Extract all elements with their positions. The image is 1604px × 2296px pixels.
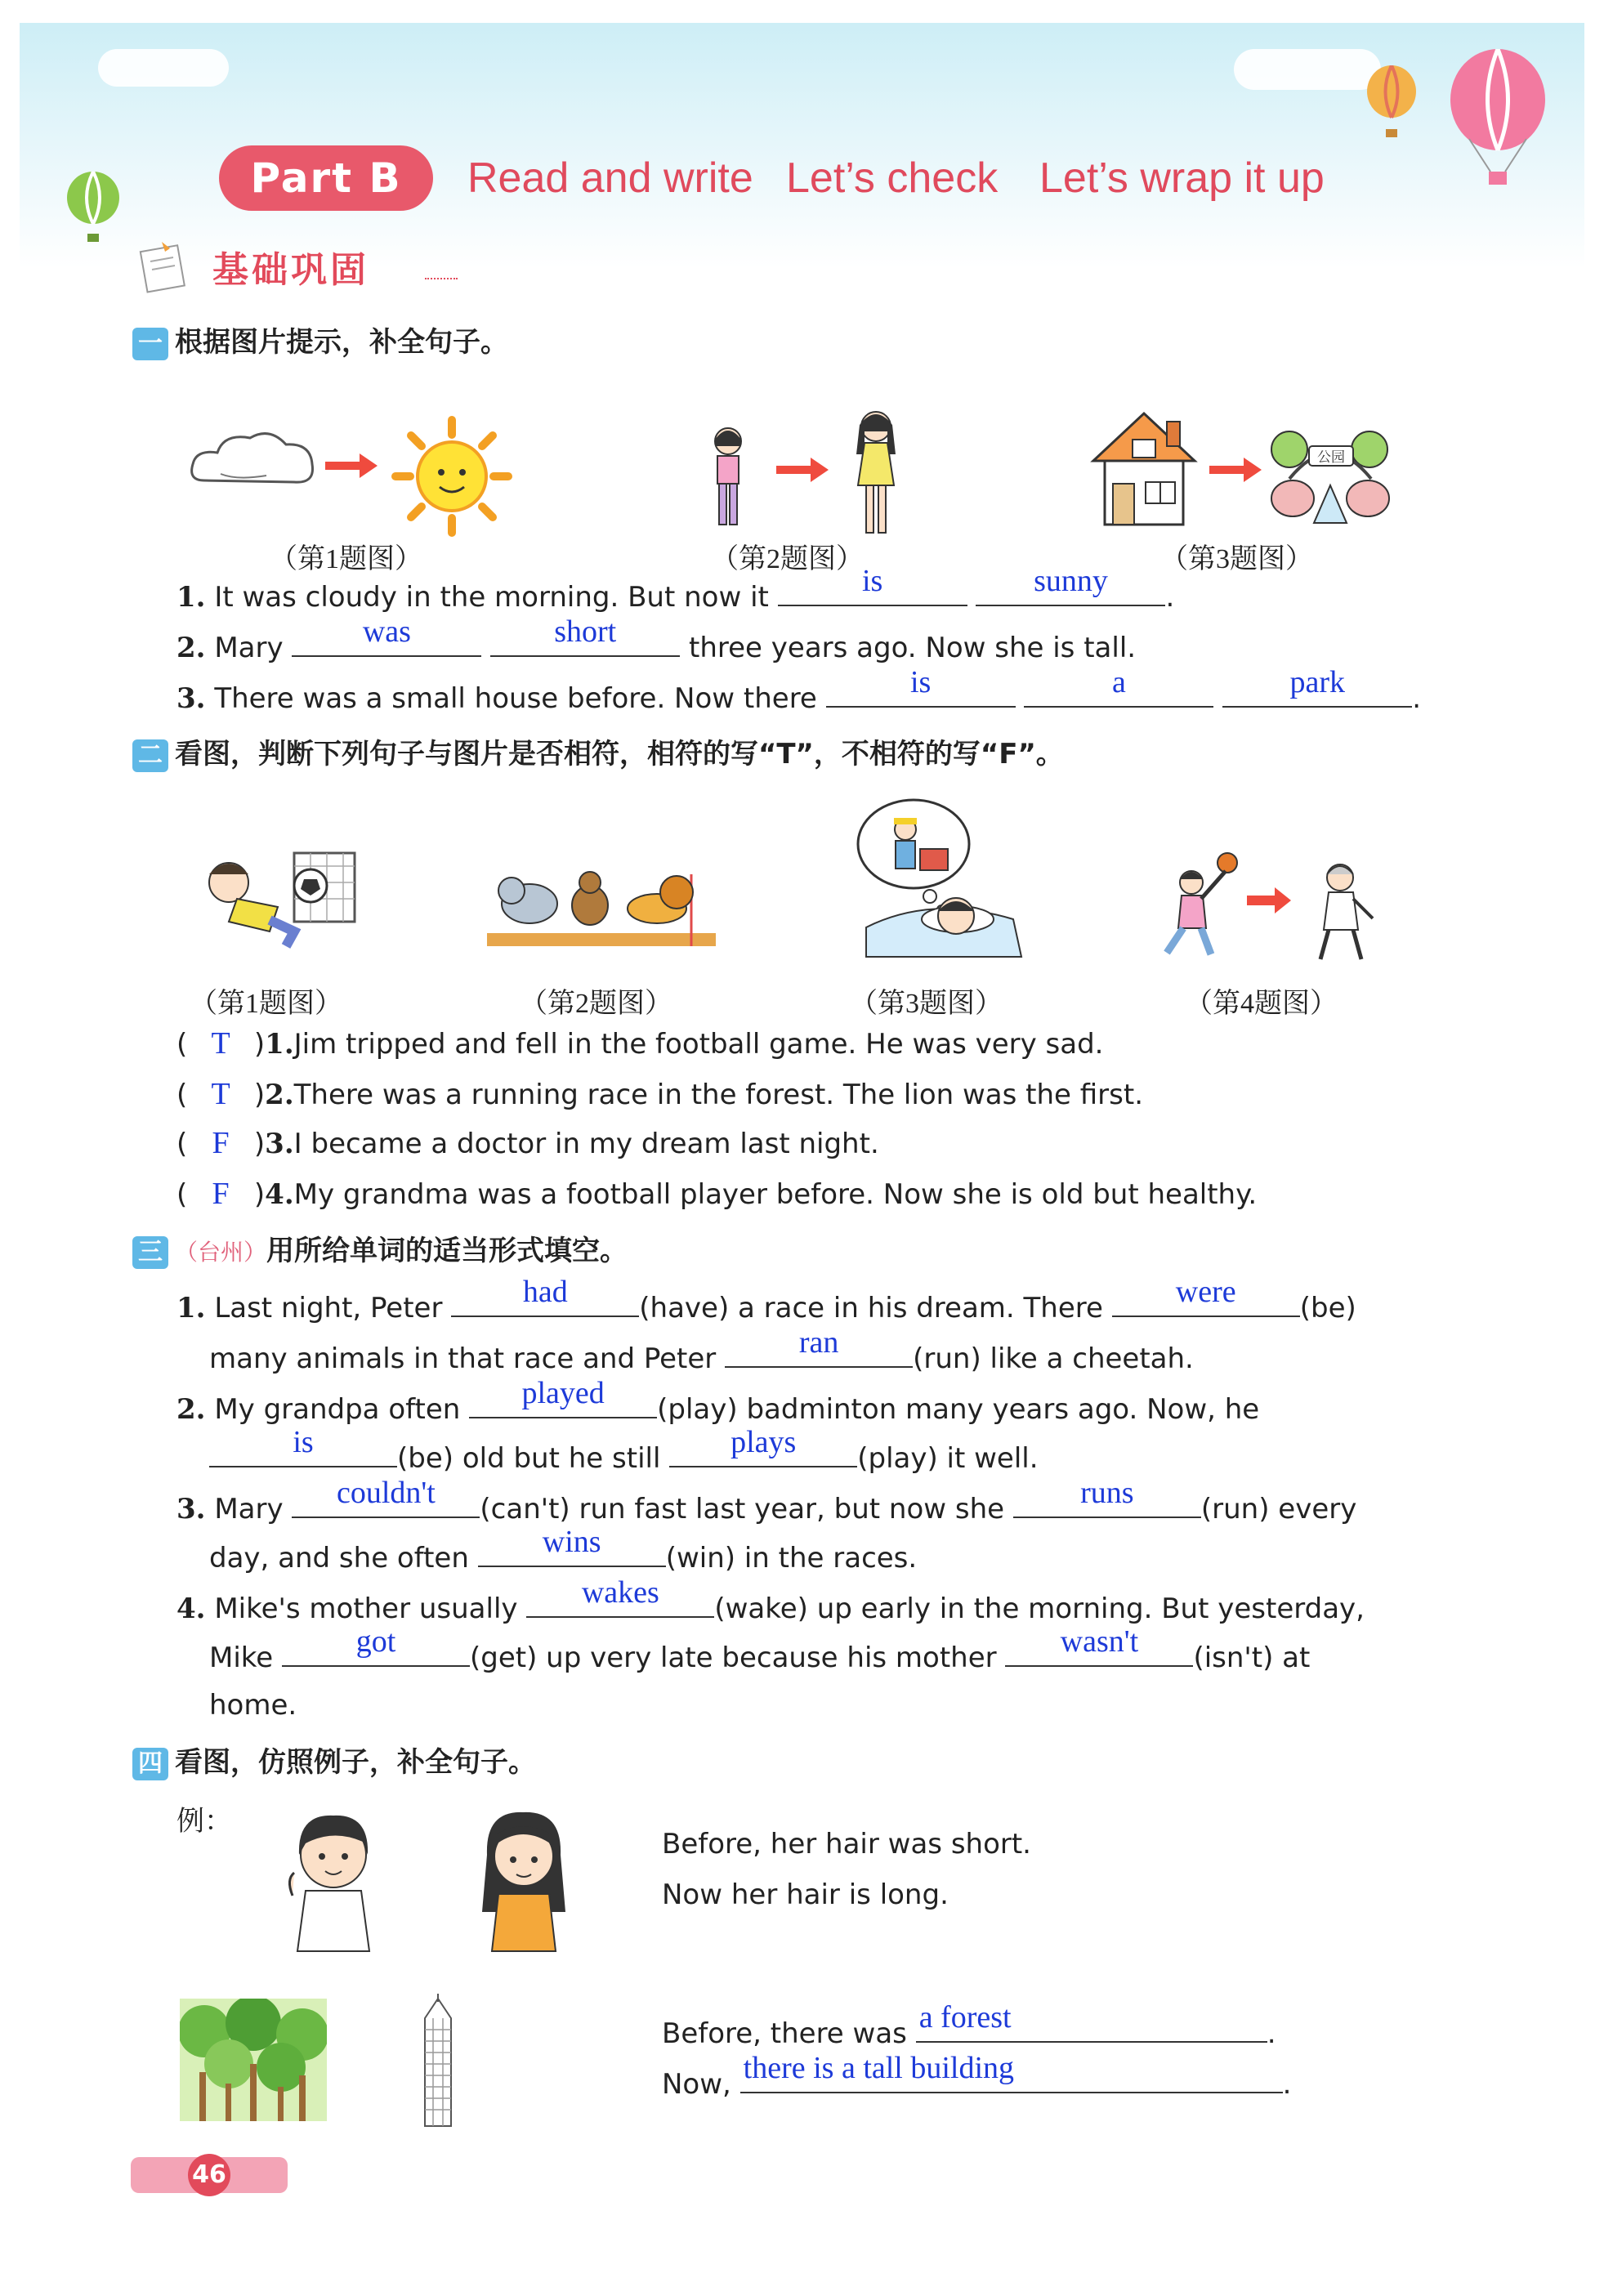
section-number: 二 [132,739,168,772]
tall-building-icon [413,1994,462,2128]
section-instruction: 看图，判断下列句子与图片是否相符，相符的写“T”，不相符的写“F”。 [175,738,1064,771]
answer-blank[interactable]: wasn't [1005,1637,1193,1667]
figure-caption: （第3题图） [850,989,1003,1019]
s2-item-4: ( F )4.My grandma was a football player before. Now she is old but healthy. [176,1177,1258,1211]
section-badge: 基础巩固 [212,249,369,291]
short-hair-girl-icon [281,1806,379,1953]
tf-answer[interactable]: T [211,1026,230,1061]
figure-caption: （第1题图） [270,544,422,574]
figure-caption: （第1题图） [190,989,342,1019]
region-note: （台州） [175,1239,267,1266]
s2-item-3: ( F )3.I became a doctor in my dream last night. [176,1126,879,1160]
s3-question-3-line-2: day, and she often wins (win) in the races. [209,1525,918,1575]
football-fall-icon [180,842,360,956]
example-sentence-2: Now her hair is long. [662,1878,949,1911]
basketball-grandma-icon [1152,850,1397,964]
page-number-bar [131,2157,288,2193]
answer-blank[interactable]: had [451,1288,639,1317]
park-icon [1265,417,1396,531]
figure-caption: （第2题图） [520,989,672,1019]
forest-icon [180,1999,327,2121]
answer-blank[interactable]: couldn't [292,1489,480,1518]
s2-item-2: ( T )2.There was a running race in the forest. The lion was the first. [176,1077,1143,1111]
house-icon [1087,407,1201,529]
badge-decoration [425,278,458,286]
s2-item-1: ( T )1.Jim tripped and fell in the football game. He was very sad. [176,1026,1104,1061]
answer-blank[interactable]: ran [725,1338,913,1368]
animal-race-icon [487,858,716,948]
tall-girl-icon [850,407,902,538]
answer-blank[interactable]: got [282,1637,470,1667]
cloud-icon [188,423,319,497]
section-2-title [132,735,1064,773]
answer-blank[interactable]: wins [478,1538,666,1567]
answer-blank[interactable]: a forest [916,2013,1267,2043]
section-instruction: 看图，仿照例子，补全句子。 [175,1746,536,1779]
answer-blank[interactable]: is [778,577,967,606]
section-instruction: 根据图片提示，补全句子。 [175,326,508,359]
section-4-title [132,1744,536,1781]
section-1-title [132,324,508,361]
answer-blank[interactable]: short [490,628,680,657]
s3-question-2-line-1: 2. My grandpa often played (play) badminton many years ago. Now, he [176,1376,1260,1426]
sun-icon [391,415,513,538]
header-title-lets-wrap-it-up: Let’s wrap it up [1039,154,1325,202]
arrow-icon [1209,458,1262,482]
part-label: Part B [219,145,433,211]
arrow-icon [776,458,829,482]
s1-question-3: 3. There was a small house before. Now there is a park . [176,665,1422,715]
park-sign: 公园 [1317,449,1345,466]
answer-blank[interactable]: there is a tall building [740,2064,1283,2093]
section-3-title [132,1232,628,1270]
s1-question-2: 2. Mary was short three years ago. Now she is tall. [176,614,1137,664]
decor-cloud [98,49,229,87]
answer-blank[interactable]: is [826,678,1016,708]
figure-caption: （第3题图） [1160,544,1313,574]
s3-question-2-line-2: is (be) old but he still plays (play) it well. [209,1438,1039,1477]
section-number: 三 [132,1236,168,1269]
s3-question-4-line-2: Mike got (get) up very late because his mother wasn't (isn't) at [209,1624,1311,1674]
tf-answer[interactable]: F [212,1126,230,1160]
long-hair-girl-icon [471,1806,577,1953]
answer-blank[interactable]: a [1024,678,1213,708]
s1-question-1: 1. It was cloudy in the morning. But now it is sunny . [176,564,1175,614]
answer-blank[interactable]: were [1112,1288,1300,1317]
answer-blank[interactable]: park [1222,678,1412,708]
s4-question-2: Now, there is a tall building . [662,2051,1292,2101]
answer-blank[interactable]: plays [669,1438,857,1467]
s3-question-1-line-2: many animals in that race and Peter ran (run) like a cheetah. [209,1325,1194,1375]
page-number: 46 [188,2154,230,2196]
short-girl-icon [708,425,748,531]
answer-blank[interactable]: wakes [526,1588,714,1618]
tf-answer[interactable]: T [211,1077,230,1111]
example-sentence-1: Before, her hair was short. [662,1828,1031,1860]
decor-cloud [1234,49,1381,90]
dream-icon [833,797,1030,960]
tf-answer[interactable]: F [212,1177,230,1211]
balloon-icon [1445,49,1551,188]
arrow-icon [325,453,378,478]
s3-question-1-line-1: 1. Last night, Peter had (have) a race in his dream. There were (be) [176,1275,1356,1324]
s3-question-4-line-1: 4. Mike's mother usually wakes (wake) up early in the morning. But yesterday, [176,1575,1365,1625]
balloon-icon [62,172,124,245]
header-title-read-and-write: Read and write [467,154,753,202]
answer-blank[interactable]: sunny [976,577,1165,606]
section-instruction: 用所给单词的适当形式填空。 [266,1235,628,1267]
notebook-icon [137,237,196,294]
s4-question-1: Before, there was a forest . [662,2000,1276,2050]
s3-question-4-line-3: home. [209,1689,297,1722]
section-number: 四 [132,1748,168,1780]
s3-question-3-line-1: 3. Mary couldn't (can't) run fast last year, but now she runs (run) every [176,1476,1357,1525]
example-label: 例： [176,1805,232,1838]
header-title-lets-check: Let’s check [786,154,999,202]
balloon-icon [1363,65,1420,139]
answer-blank[interactable]: is [209,1438,397,1467]
answer-blank[interactable]: was [292,628,481,657]
answer-blank[interactable]: runs [1013,1489,1201,1518]
answer-blank[interactable]: played [469,1389,657,1418]
figure-caption: （第4题图） [1185,989,1338,1019]
figure-caption: （第2题图） [711,544,864,574]
section-number: 一 [132,328,168,360]
